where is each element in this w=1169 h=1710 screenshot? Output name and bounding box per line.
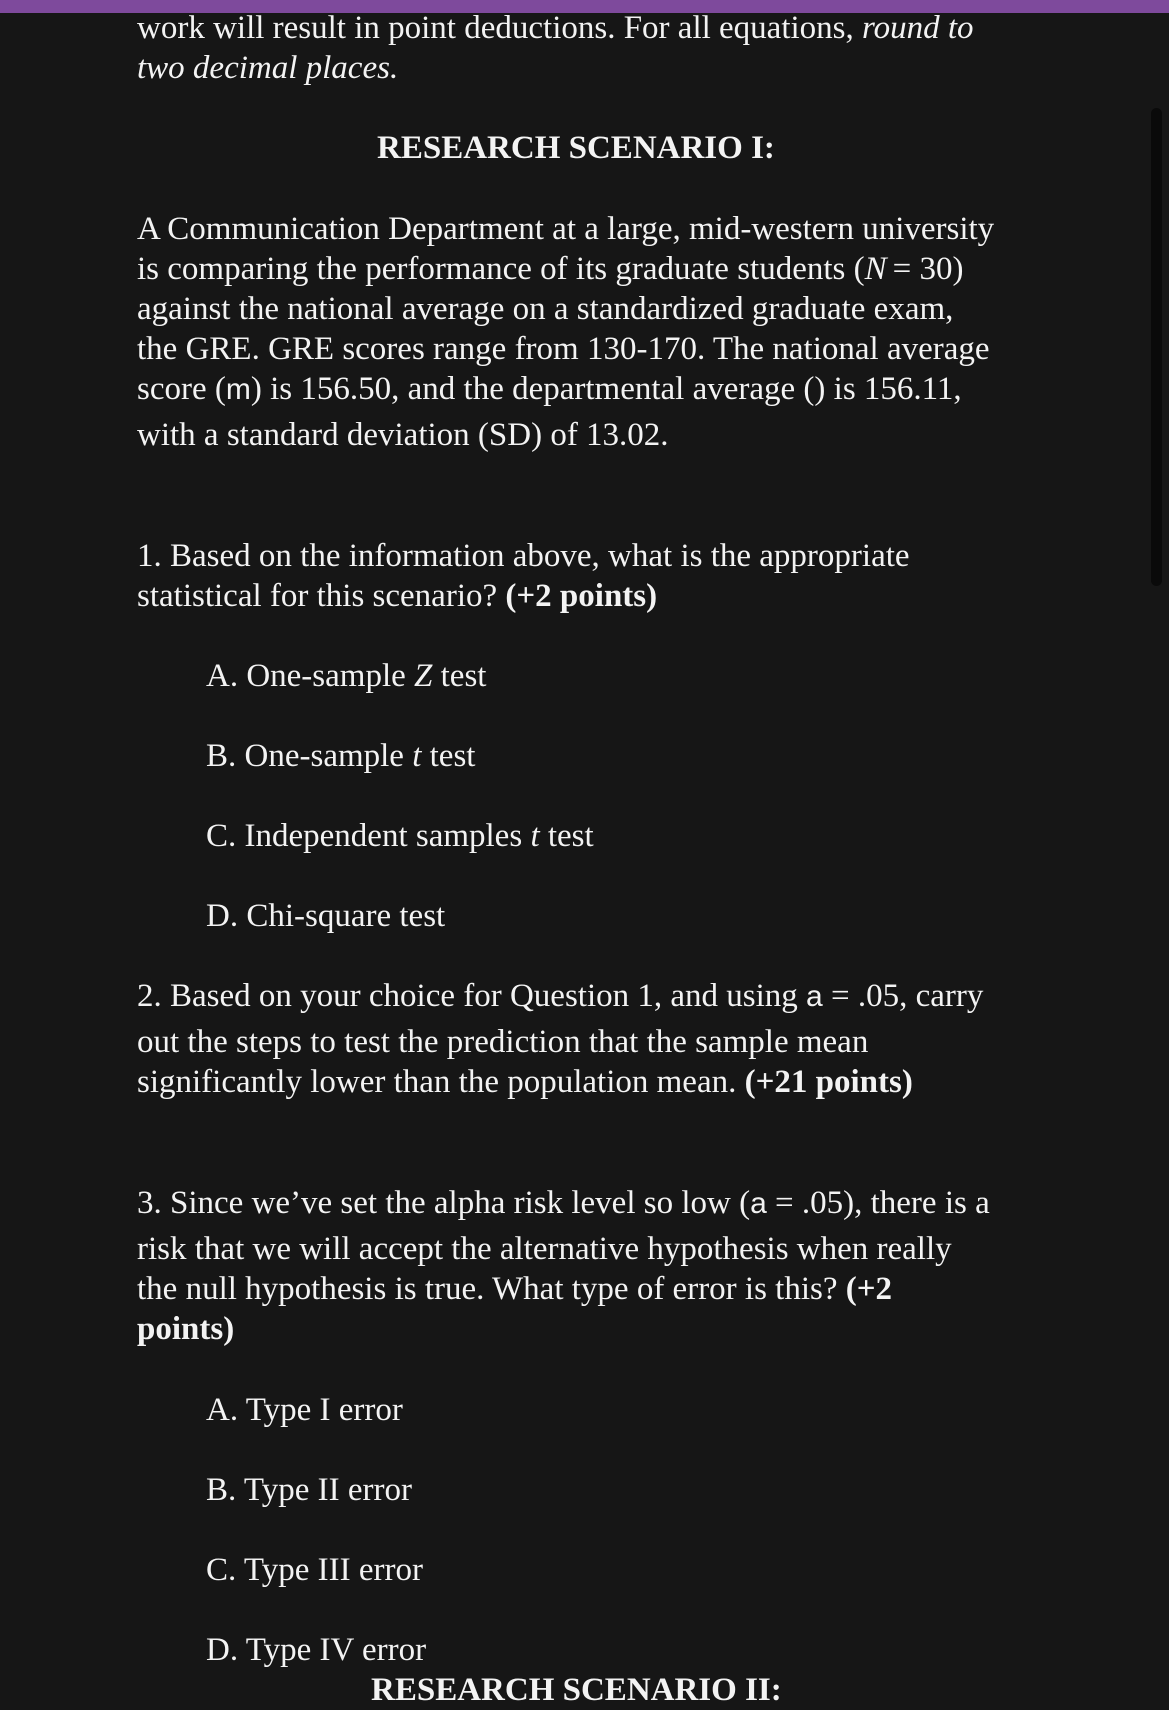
question-1-option-a[interactable]: A. One-sample Z test <box>206 658 487 694</box>
question-3-line-2: risk that we will accept the alternative hypothesis when really <box>137 1231 952 1267</box>
question-2-line-1: 2. Based on your choice for Question 1, and using a = .05, carry <box>137 978 984 1014</box>
scenario-1-line-3: against the national average on a standardized graduate exam, <box>137 291 954 327</box>
scenario-1-line-1: A Communication Department at a large, mid-western university <box>137 211 995 247</box>
scenario-1-line-6: with a standard deviation (SD) of 13.02. <box>137 417 669 453</box>
question-2-line-2: out the steps to test the prediction that the sample mean <box>137 1024 869 1060</box>
question-2-line-3: significantly lower than the population mean. (+21 points) <box>137 1064 913 1100</box>
question-3-line-3: the null hypothesis is true. What type of error is this? (+2 <box>137 1271 893 1307</box>
scenario-1-line-2: is comparing the performance of its graduate students (N = 30) <box>137 251 964 287</box>
intro-line-1: work will result in point deductions. For all equations, round to <box>137 10 974 46</box>
question-1-option-d[interactable]: D. Chi-square test <box>206 898 446 934</box>
scenario-1-line-5: score (m) is 156.50, and the departmental average () is 156.11, <box>137 371 962 407</box>
question-1-option-b[interactable]: B. One-sample t test <box>206 738 476 774</box>
question-1-line-1: 1. Based on the information above, what is the appropriate <box>137 538 910 574</box>
intro-line-2: two decimal places. <box>137 50 399 86</box>
question-1-option-c[interactable]: C. Independent samples t test <box>206 818 594 854</box>
scenario-2-heading: RESEARCH SCENARIO II: <box>371 1672 782 1708</box>
question-3-option-c[interactable]: C. Type III error <box>206 1552 423 1588</box>
question-3-line-4: points) <box>137 1311 235 1347</box>
scenario-1-heading: RESEARCH SCENARIO I: <box>377 130 775 166</box>
question-3-option-a[interactable]: A. Type I error <box>206 1392 403 1428</box>
question-3-option-d[interactable]: D. Type IV error <box>206 1632 427 1668</box>
question-3-line-1: 3. Since we’ve set the alpha risk level so low (a = .05), there is a <box>137 1185 990 1221</box>
scrollbar-thumb[interactable] <box>1151 108 1162 586</box>
scenario-1-line-4: the GRE. GRE scores range from 130-170. The national average <box>137 331 990 367</box>
question-3-option-b[interactable]: B. Type II error <box>206 1472 413 1508</box>
question-1-line-2: statistical for this scenario? (+2 points) <box>137 578 658 614</box>
